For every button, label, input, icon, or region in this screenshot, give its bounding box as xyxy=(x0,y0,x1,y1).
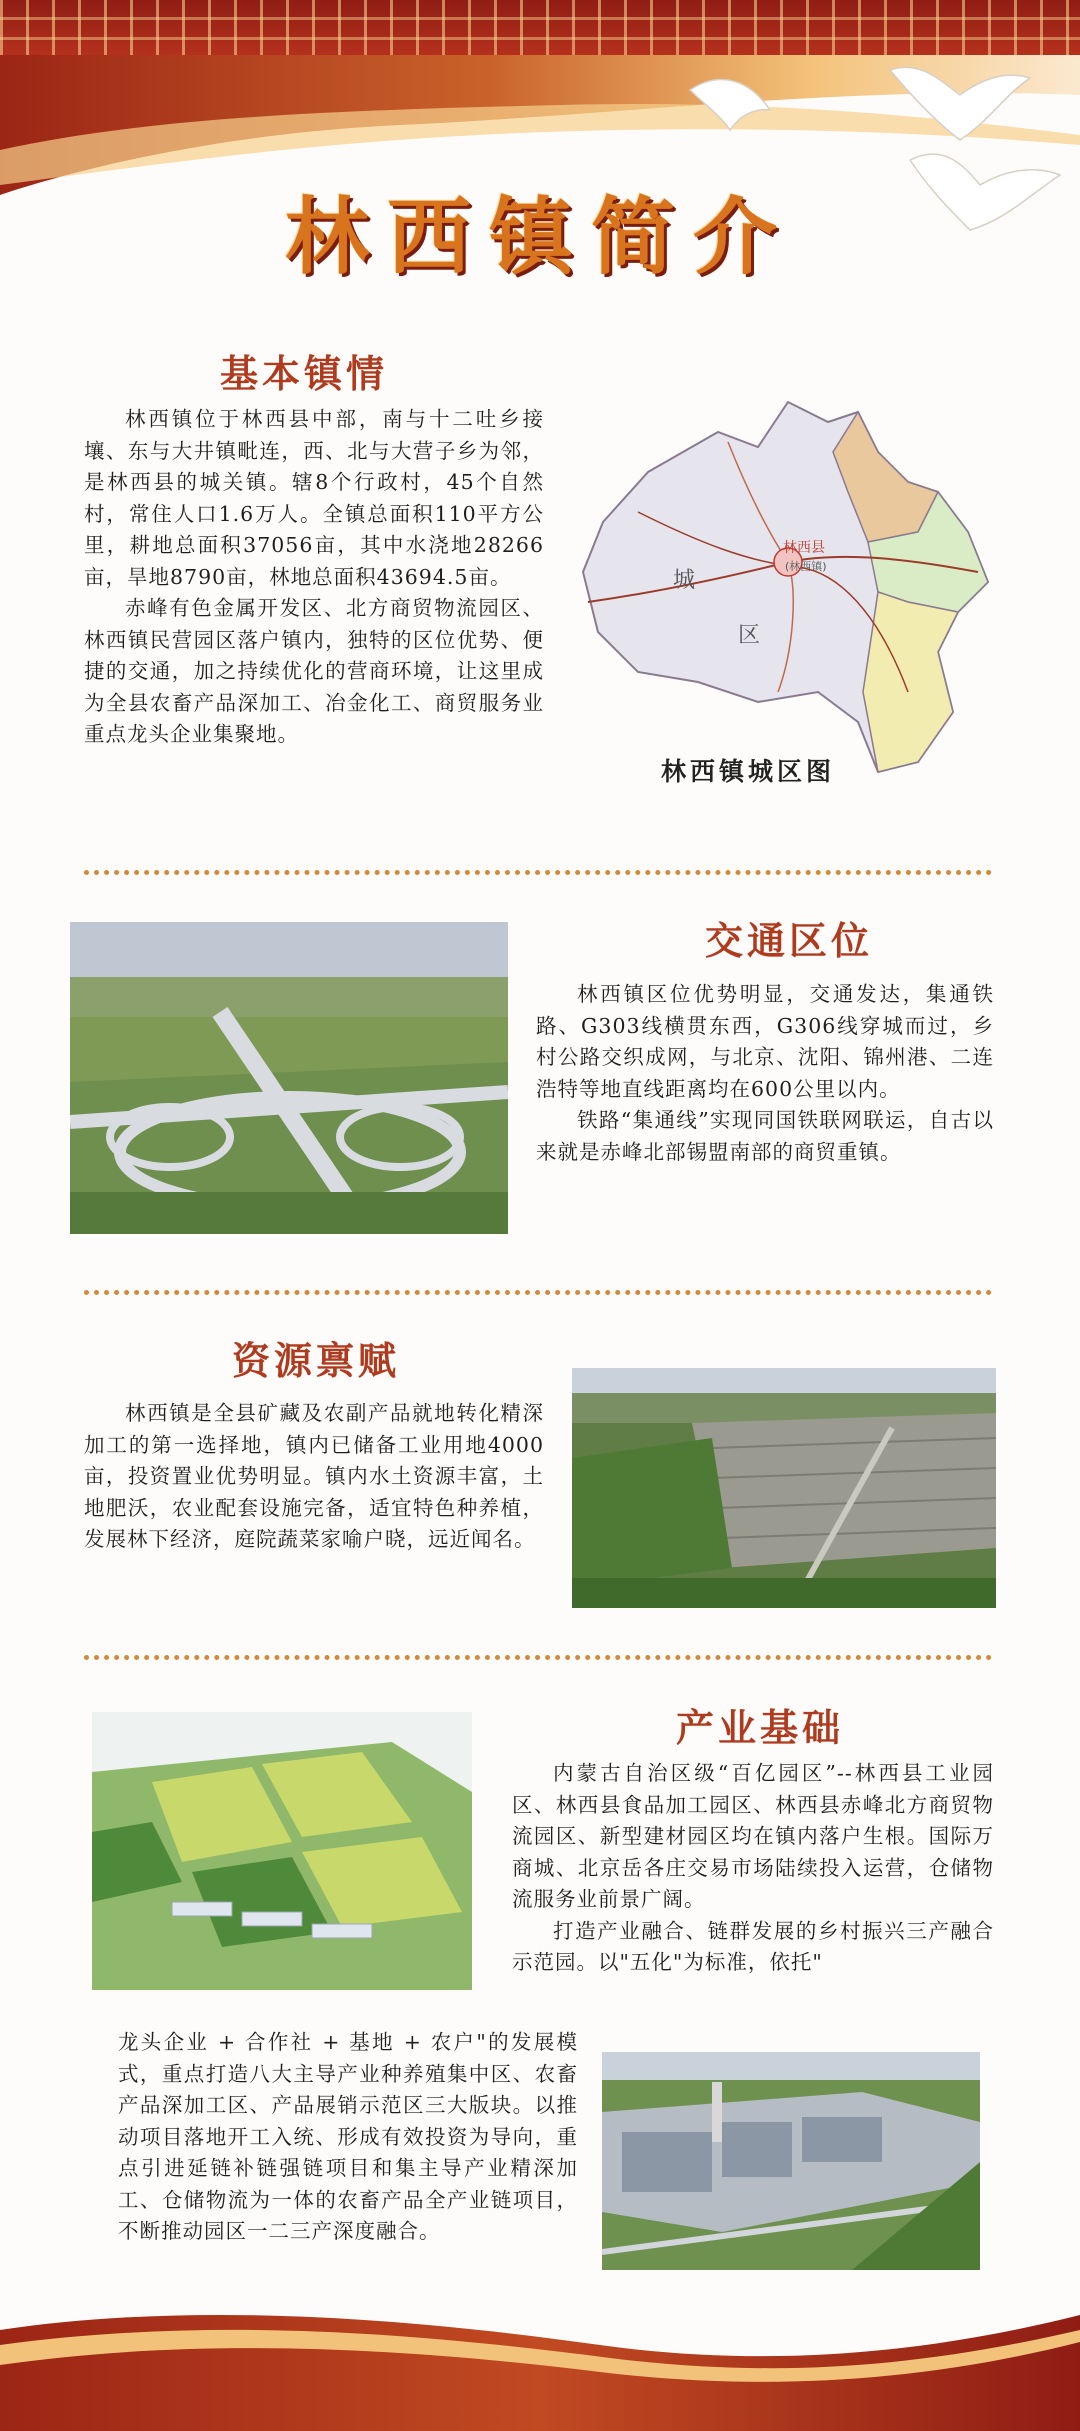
highway-interchange-image xyxy=(70,922,508,1234)
paragraph: 内蒙古自治区级“百亿园区”--林西县工业园区、林西县食品加工园区、林西县赤峰北方商贸物流园区、新型建材园区均在镇内落户生根。国际万商城、北京岳各庄交易市场陆续投入运营，仓储物流服务业前景广阔。 xyxy=(512,1761,994,1911)
paragraph: 赤峰有色金属开发区、北方商贸物流园区、林西镇民营园区落户镇内，独特的区位优势、便捷的交通，加之持续优化的营商环境，让这里成为全县农畜产品深加工、冶金化工、商贸服务业重点龙头企业集聚地。 xyxy=(84,596,544,746)
section-heading-resources: 资源禀赋 xyxy=(232,1339,401,1383)
paragraph: 龙头企业 + 合作社 + 基地 + 农户"的发展模式，重点打造八大主导产业种养殖集中区、农畜产品深加工区、产品展销示范区三大版块。以推动项目落地开工入统、形成有效投资为导向，重点引进延链补链强链项目和集主导产业精深加工、仓储物流为一体的农畜产品全产业链项目，不断推动园区一二三产深度融合。 xyxy=(118,2030,578,2243)
industrial-park-aerial-image xyxy=(602,2052,980,2270)
paragraph: 林西镇位于林西县中部，南与十二吐乡接壤、东与大井镇毗连，西、北与大营子乡为邻，是林西县的城关镇。辖8个行政村，45个自然村，常住人口1.6万人。全镇总面积110平方公里，耕地总面积37056亩，其中水浇地28266亩，旱地8790亩，林地总面积43694.5亩。 xyxy=(84,407,544,589)
section-body-transport xyxy=(536,979,994,1168)
map-label-town: (林西镇) xyxy=(785,560,827,573)
section-heading-transport: 交通区位 xyxy=(705,919,874,963)
map-label-cheng: 城 xyxy=(673,568,696,593)
section-body-basic xyxy=(84,404,544,751)
section-divider xyxy=(84,1290,992,1295)
map-label-qu: 区 xyxy=(738,623,761,648)
paragraph: 林西镇是全县矿藏及农副产品就地转化精深加工的第一选择地，镇内已储备工业用地4000亩，投资置业优势明显。镇内水土资源丰富，土地肥沃，农业配套设施完备，适宜特色种养植，发展林下经济，庭院蔬菜家喻户晓，远近闻名。 xyxy=(84,1401,544,1551)
section-body-industry-continued xyxy=(118,2027,578,2248)
page-title: 林西镇简介 xyxy=(284,188,795,286)
farmland-rendering-image xyxy=(92,1712,472,1990)
section-body-industry xyxy=(512,1758,994,1979)
bottom-ribbon-swoosh xyxy=(0,2290,1080,2431)
map-label-county: 林西县 xyxy=(783,540,825,556)
paragraph: 铁路“集通线”实现同国铁联网联运，自古以来就是赤峰北部锡盟南部的商贸重镇。 xyxy=(536,1108,994,1164)
town-map-image xyxy=(578,392,994,792)
section-heading-basic: 基本镇情 xyxy=(220,352,389,396)
map-caption: 林西镇城区图 xyxy=(660,757,835,786)
section-body-resources xyxy=(84,1398,544,1556)
paragraph: 打造产业融合、链群发展的乡村振兴三产融合示范园。以"五化"为标准，依托" xyxy=(512,1918,994,1974)
section-heading-industry: 产业基础 xyxy=(676,1706,845,1750)
section-divider xyxy=(84,870,992,875)
town-aerial-image xyxy=(572,1368,996,1608)
section-divider xyxy=(84,1655,992,1660)
paragraph: 林西镇区位优势明显，交通发达，集通铁路、G303线横贯东西，G306线穿城而过，乡村公路交织成网，与北京、沈阳、锦州港、二连浩特等地直线距离均在600公里以内。 xyxy=(536,982,994,1101)
